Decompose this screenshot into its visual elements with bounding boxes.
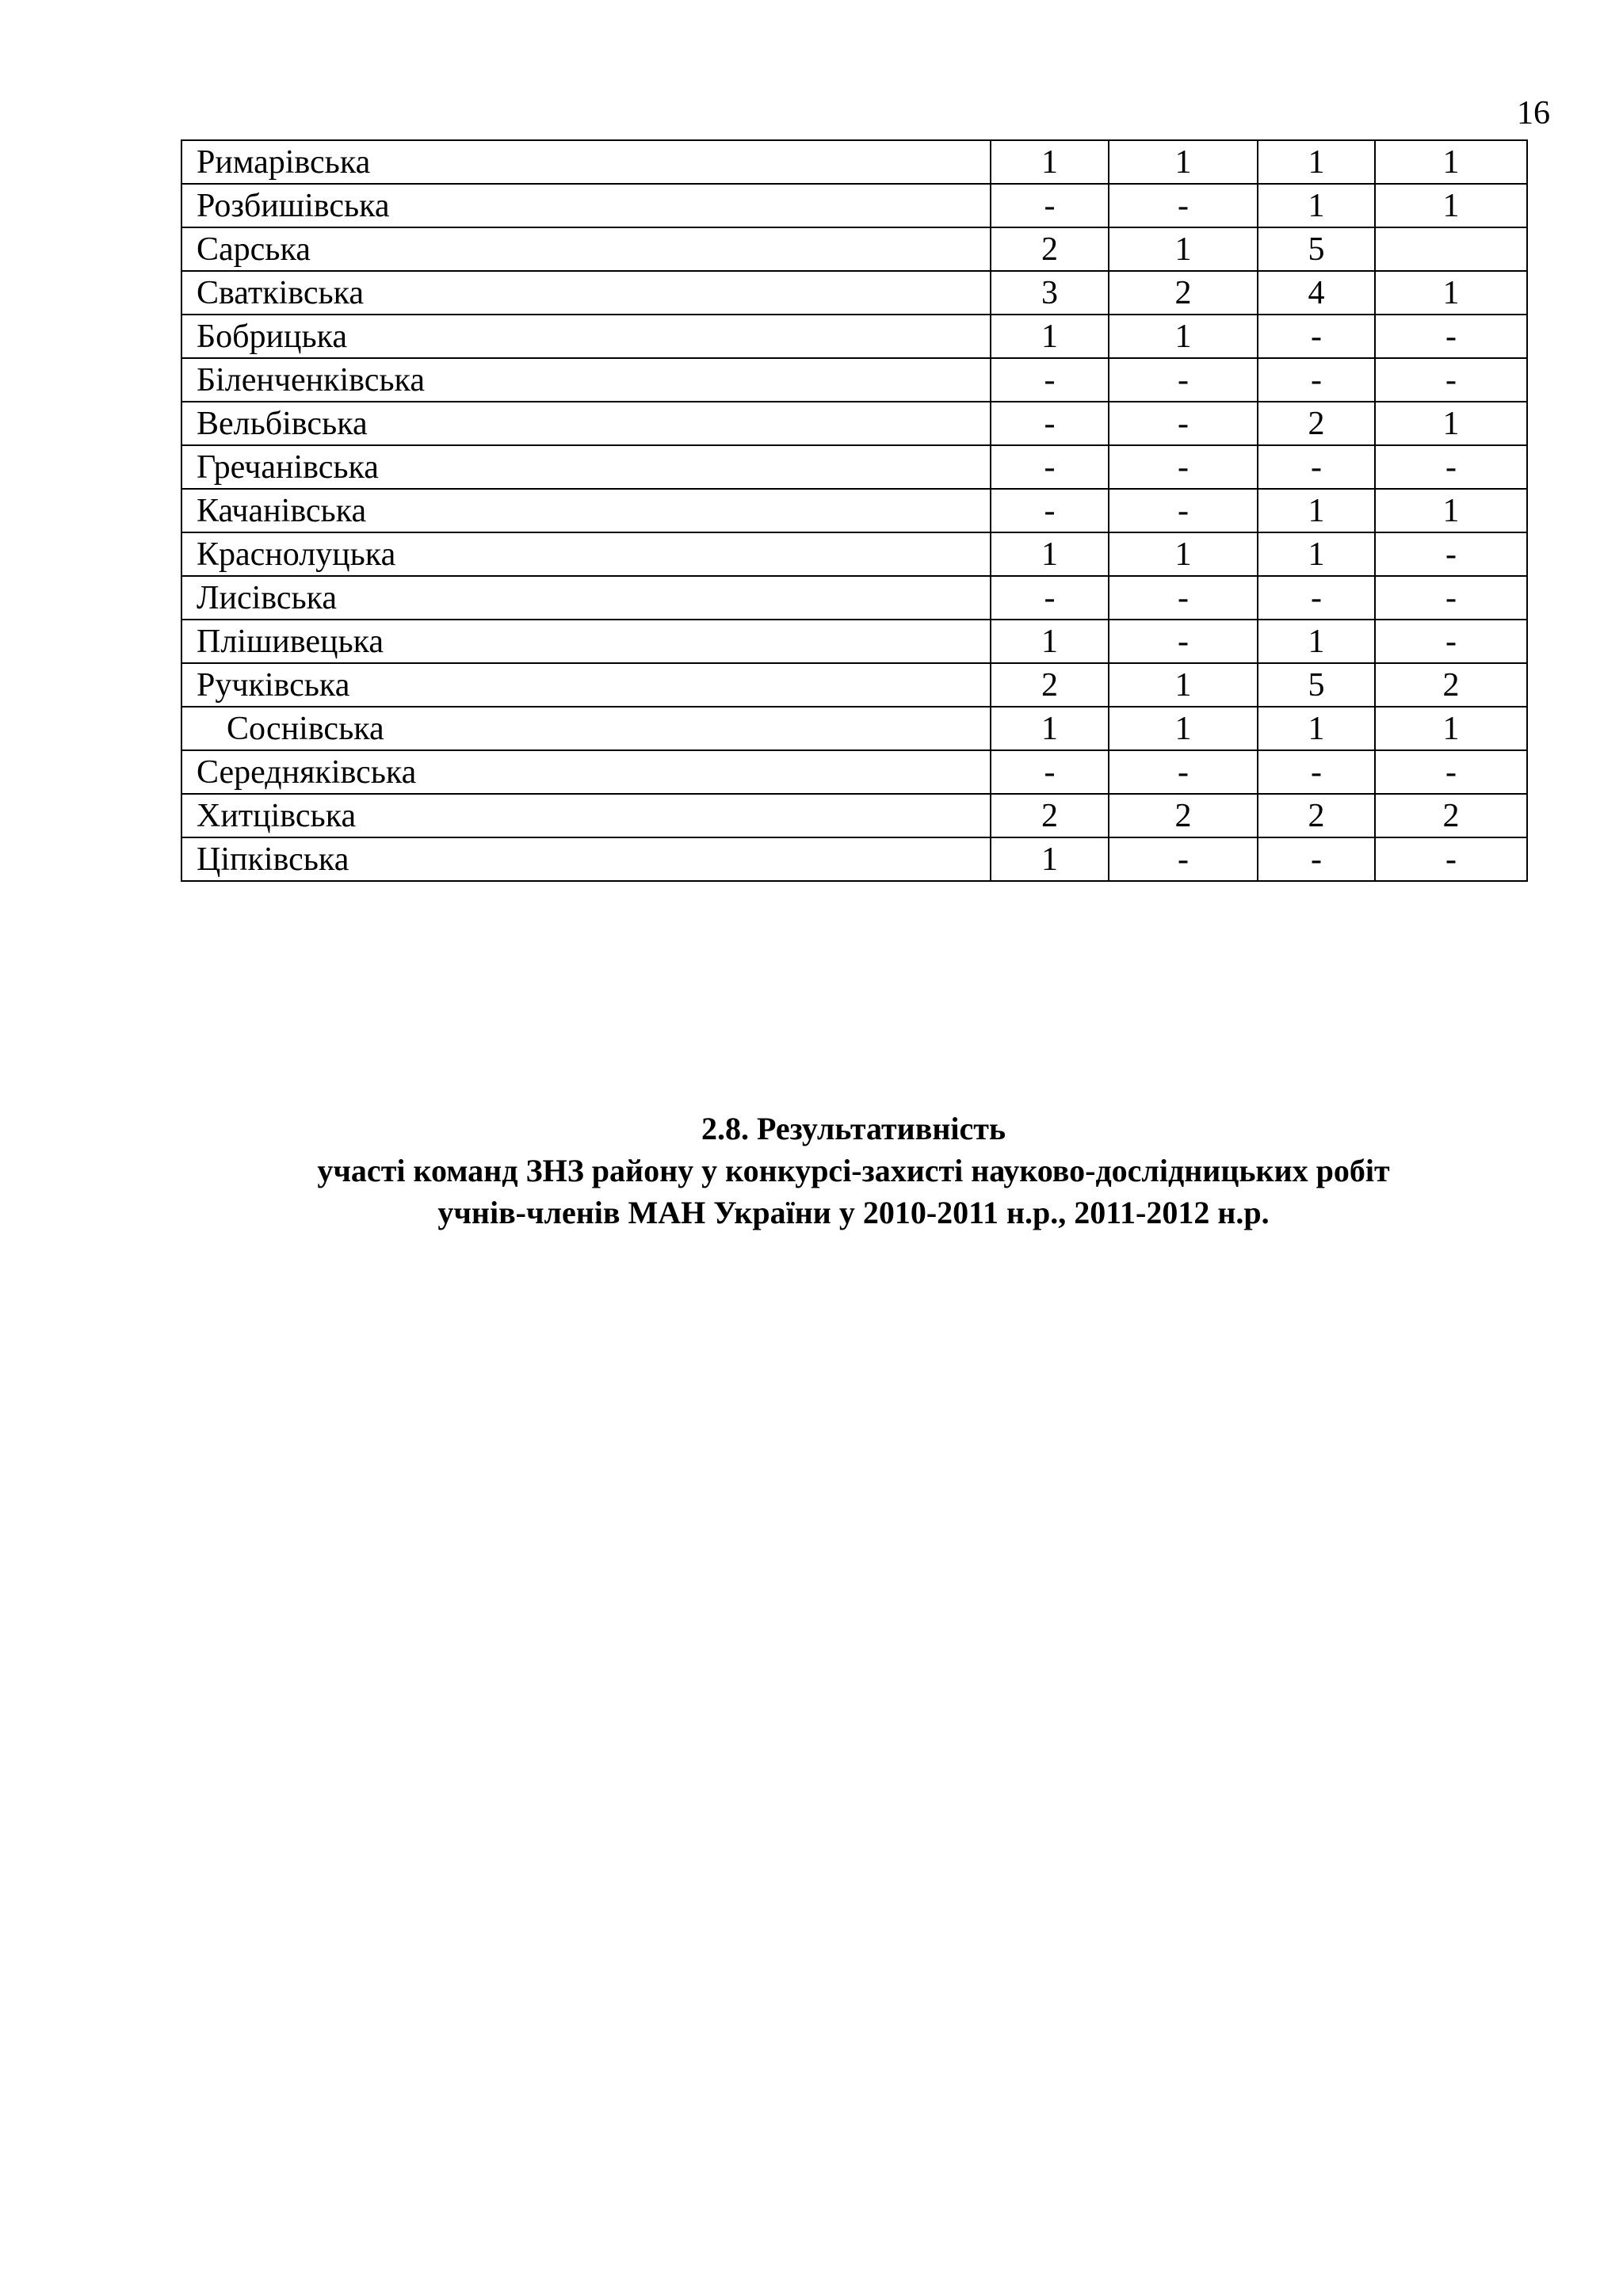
- value-cell: -: [1109, 402, 1258, 445]
- value-cell: -: [991, 750, 1109, 794]
- value-cell: 2: [991, 227, 1109, 271]
- value-cell: -: [991, 184, 1109, 227]
- value-cell: -: [1375, 315, 1527, 358]
- school-name-cell: Середняківська: [181, 750, 991, 794]
- table-row: [181, 489, 1527, 532]
- results-table: [181, 139, 1528, 882]
- value-cell: 5: [1258, 663, 1375, 707]
- value-cell: 1: [1258, 707, 1375, 750]
- school-name-cell: Хитцівська: [181, 794, 991, 837]
- school-name-cell: Плішивецька: [181, 620, 991, 663]
- value-cell: 2: [1258, 402, 1375, 445]
- value-cell: -: [991, 489, 1109, 532]
- value-cell: 1: [991, 620, 1109, 663]
- school-name-cell: Вельбівська: [181, 402, 991, 445]
- value-cell: -: [1109, 445, 1258, 489]
- value-cell: 1: [1258, 140, 1375, 184]
- section-heading: [181, 1108, 1526, 1234]
- value-cell: 1: [1109, 227, 1258, 271]
- school-name-cell: Лисівська: [181, 576, 991, 620]
- value-cell: 2: [1375, 794, 1527, 837]
- section-subtitle-line-2: учнів-членів МАН України у 2010-2011 н.р., 2011-2012 н.р.: [437, 1195, 1270, 1230]
- value-cell: 1: [1109, 315, 1258, 358]
- value-cell: -: [1109, 358, 1258, 402]
- table-row: [181, 445, 1527, 489]
- value-cell: -: [1375, 750, 1527, 794]
- value-cell: -: [991, 358, 1109, 402]
- table-row: [181, 227, 1527, 271]
- value-cell: 2: [1109, 794, 1258, 837]
- table-row: [181, 140, 1527, 184]
- table-row: [181, 402, 1527, 445]
- value-cell: 4: [1258, 271, 1375, 315]
- value-cell: 1: [1258, 620, 1375, 663]
- school-name-cell: Гречанівська: [181, 445, 991, 489]
- value-cell: 1: [991, 140, 1109, 184]
- school-name-cell: Краснолуцька: [181, 532, 991, 576]
- table-row: [181, 620, 1527, 663]
- value-cell: -: [1258, 445, 1375, 489]
- school-name-cell: Соснівська: [181, 707, 991, 750]
- value-cell: 1: [991, 837, 1109, 881]
- table-row: [181, 794, 1527, 837]
- value-cell: [1375, 227, 1527, 271]
- value-cell: 1: [1109, 663, 1258, 707]
- value-cell: -: [1258, 576, 1375, 620]
- school-name-cell: Ціпківська: [181, 837, 991, 881]
- value-cell: -: [1258, 315, 1375, 358]
- value-cell: 5: [1258, 227, 1375, 271]
- value-cell: 2: [991, 794, 1109, 837]
- value-cell: -: [991, 445, 1109, 489]
- value-cell: 1: [1258, 532, 1375, 576]
- table-row: [181, 750, 1527, 794]
- value-cell: 1: [991, 532, 1109, 576]
- school-name-cell: Бобрицька: [181, 315, 991, 358]
- value-cell: -: [1375, 620, 1527, 663]
- value-cell: 3: [991, 271, 1109, 315]
- value-cell: -: [1375, 445, 1527, 489]
- value-cell: -: [1258, 358, 1375, 402]
- value-cell: -: [1109, 620, 1258, 663]
- value-cell: 2: [1109, 271, 1258, 315]
- value-cell: -: [1109, 837, 1258, 881]
- table-row: [181, 532, 1527, 576]
- value-cell: 1: [1375, 707, 1527, 750]
- value-cell: -: [1109, 489, 1258, 532]
- value-cell: -: [1375, 358, 1527, 402]
- table-row: [181, 576, 1527, 620]
- value-cell: 2: [1258, 794, 1375, 837]
- value-cell: -: [1375, 576, 1527, 620]
- table-row: [181, 837, 1527, 881]
- section-title: 2.8. Результативність: [701, 1111, 1006, 1146]
- table-row: [181, 707, 1527, 750]
- value-cell: 1: [991, 707, 1109, 750]
- value-cell: 1: [1375, 140, 1527, 184]
- value-cell: 1: [1109, 140, 1258, 184]
- value-cell: -: [1109, 576, 1258, 620]
- school-name-cell: Сарська: [181, 227, 991, 271]
- school-name-cell: Біленченківська: [181, 358, 991, 402]
- value-cell: -: [1109, 184, 1258, 227]
- value-cell: -: [1375, 837, 1527, 881]
- value-cell: 2: [1375, 663, 1527, 707]
- table-row: [181, 315, 1527, 358]
- value-cell: -: [1109, 750, 1258, 794]
- table-row: [181, 663, 1527, 707]
- school-name-cell: Сватківська: [181, 271, 991, 315]
- school-name-cell: Розбишівська: [181, 184, 991, 227]
- value-cell: 1: [1109, 532, 1258, 576]
- page-number: 16: [1517, 95, 1550, 132]
- value-cell: 1: [1258, 489, 1375, 532]
- value-cell: -: [1375, 532, 1527, 576]
- value-cell: 1: [991, 315, 1109, 358]
- value-cell: -: [1258, 750, 1375, 794]
- section-subtitle-line-1: участі команд ЗНЗ району у конкурсі-захисті науково-дослідницьких робіт: [317, 1153, 1390, 1188]
- value-cell: 1: [1375, 489, 1527, 532]
- value-cell: -: [1258, 837, 1375, 881]
- value-cell: 2: [991, 663, 1109, 707]
- value-cell: 1: [1109, 707, 1258, 750]
- table-row: [181, 184, 1527, 227]
- table-row: [181, 358, 1527, 402]
- school-name-cell: Ручківська: [181, 663, 991, 707]
- value-cell: 1: [1258, 184, 1375, 227]
- value-cell: -: [991, 576, 1109, 620]
- value-cell: 1: [1375, 402, 1527, 445]
- table-row: [181, 271, 1527, 315]
- value-cell: -: [991, 402, 1109, 445]
- value-cell: 1: [1375, 271, 1527, 315]
- school-name-cell: Качанівська: [181, 489, 991, 532]
- school-name-cell: Римарівська: [181, 140, 991, 184]
- value-cell: 1: [1375, 184, 1527, 227]
